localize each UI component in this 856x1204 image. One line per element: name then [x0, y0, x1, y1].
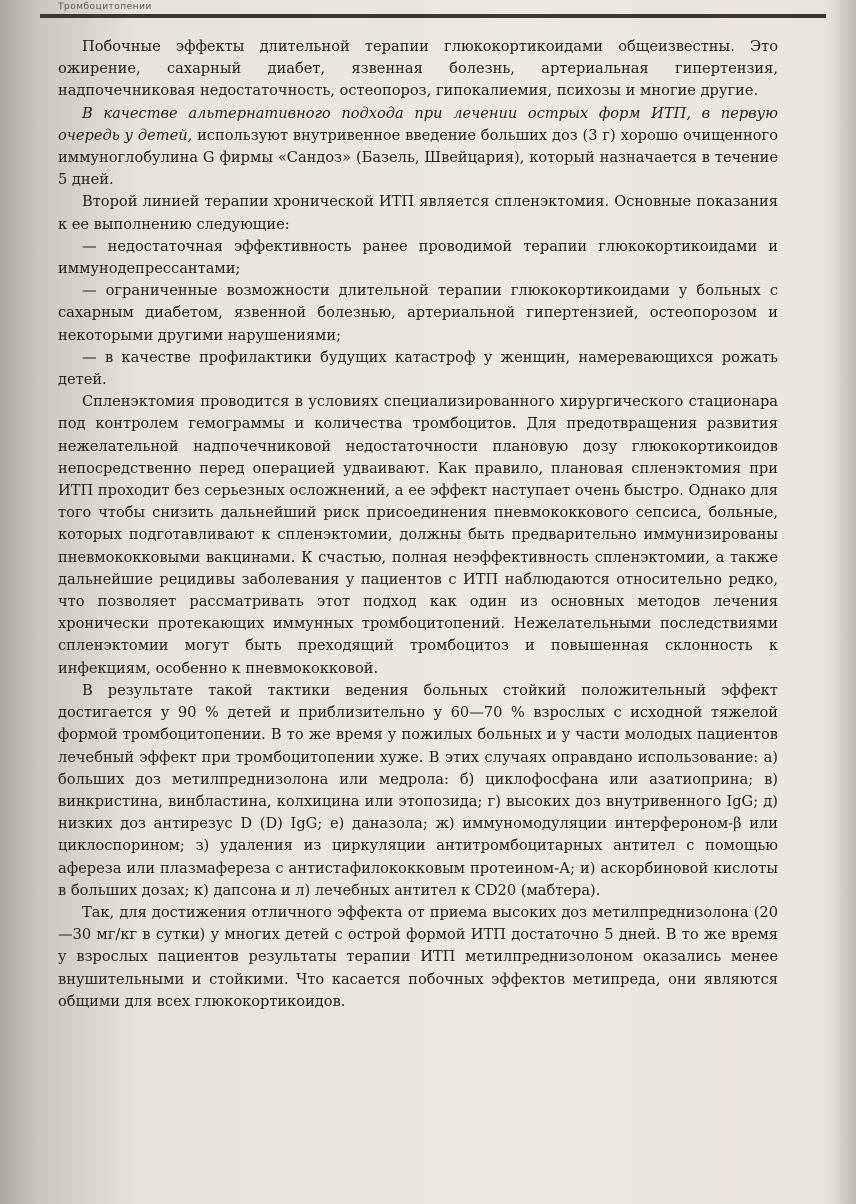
- page-edge-shadow: [826, 0, 856, 1204]
- paragraph-side-effects: Побочные эффекты длительной терапии глюкокортикоидами общеизвестны. Это ожирение, сахарный диабет, язвенная болезнь, артериальная гипертензия, надпочечниковая недостаточность, остеопороз, гипокалиемия, психозы и многие другие.: [58, 38, 778, 100]
- header-rule: [40, 14, 826, 18]
- paragraph-splenectomy-procedure: Спленэктомия проводится в условиях специализированного хирургического стационара под контролем гемограммы и количества тромбоцитов. Для предотвращения развития нежелательной надпочечниковой недостаточности плановую дозу глюкокортикоидов непосредственно перед операцией удваивают. Как правило, плановая спленэктомия при ИТП проходит без серьезных осложнений, а ее эффект наступает очень быстро. Однако для того чтобы снизить дальнейший риск присоединения пневмококкового сепсиса, больные, которых подготавливают к спленэктомии, должны быть предварительно иммунизированы пневмококковыми вакцинами. К счастью, полная неэффективность спленэктомии, а также дальнейшие рецидивы заболевания у пациентов с ИТП наблюдаются относительно редко, что позволяет рассматривать этот подход как один из основных методов лечения хронически протекающих иммунных тромбоцитопений. Нежелательными последствиями спленэктомии могут быть преходящий тромбоцитоз и повышенная склонность к инфекциям, особенно к пневмококковой.: [58, 393, 778, 677]
- list-item-indication-2: — ограниченные возможности длительной терапии глюкокортикоидами у больных с сахарным диабетом, язвенной болезнью, артериальной гипертензией, остеопорозом и некоторыми другими нарушениями;: [58, 282, 778, 344]
- paragraph-alternative-approach: В качестве альтернативного подхода при лечении острых форм ИТП, в первую очередь у детей, используют внутривенное введение больших доз (3 г) хорошо очищенного иммуноглобулина G фирмы «Сандоз» (Базель, Швейцария), который назначается в течение 5 дней.: [58, 104, 778, 189]
- paragraph-splenectomy-indications: Второй линией терапии хронической ИТП является спленэктомия. Основные показания к ее выполнению следующие:: [58, 193, 778, 233]
- body-text: [58, 36, 778, 1013]
- paragraph-methylprednisolone: Так, для достижения отличного эффекта от приема высоких доз метилпреднизолона (20—30 мг/кг в сутки) у многих детей с острой формой ИТП достаточно 5 дней. В то же время у взрослых пациентов результаты терапии ИТП метилпреднизолоном оказались менее внушительными и стойкими. Что касается побочных эффектов метипреда, они являются общими для всех глюкокортикоидов.: [58, 903, 778, 1010]
- paragraph-treatment-results: В результате такой тактики ведения больных стойкий положительный эффект достигается у 90 % детей и приблизительно у 60—70 % взрослых с исходной тяжелой формой тромбоцитопении. В то же время у пожилых больных и у части молодых пациентов лечебный эффект при тромбоцитопении хуже. В этих случаях оправдано использование: а) больших доз метилпреднизолона или медрола: б) циклофосфана или азатиоприна; в) винкристина, винбластина, колхицина или этопозида; г) высоких доз внутривенного IgG; д) низких доз антирезус D (D) IgG; е) даназола; ж) иммуномодуляции интерфероном-β или циклоспорином; з) удаления из циркуляции антитромбоцитарных антител с помощью афереза или плазмафереза с антистафилококковым протеином-А; и) аскорбиновой кислоты в больших дозах; к) дапсона и л) лечебных антител к CD20 (мабтера).: [58, 681, 778, 899]
- list-item-indication-1: — недостаточная эффективность ранее проводимой терапии глюкокортикоидами и иммунодепрессантами;: [58, 237, 778, 278]
- list-item-indication-3: — в качестве профилактики будущих катастроф у женщин, намеревающихся рожать детей.: [58, 348, 778, 389]
- italic-lead: В качестве альтернативного подхода при лечении острых форм ИТП, в первую очередь у детей,: [58, 104, 778, 144]
- running-head: Тромбоцитопении: [58, 2, 152, 12]
